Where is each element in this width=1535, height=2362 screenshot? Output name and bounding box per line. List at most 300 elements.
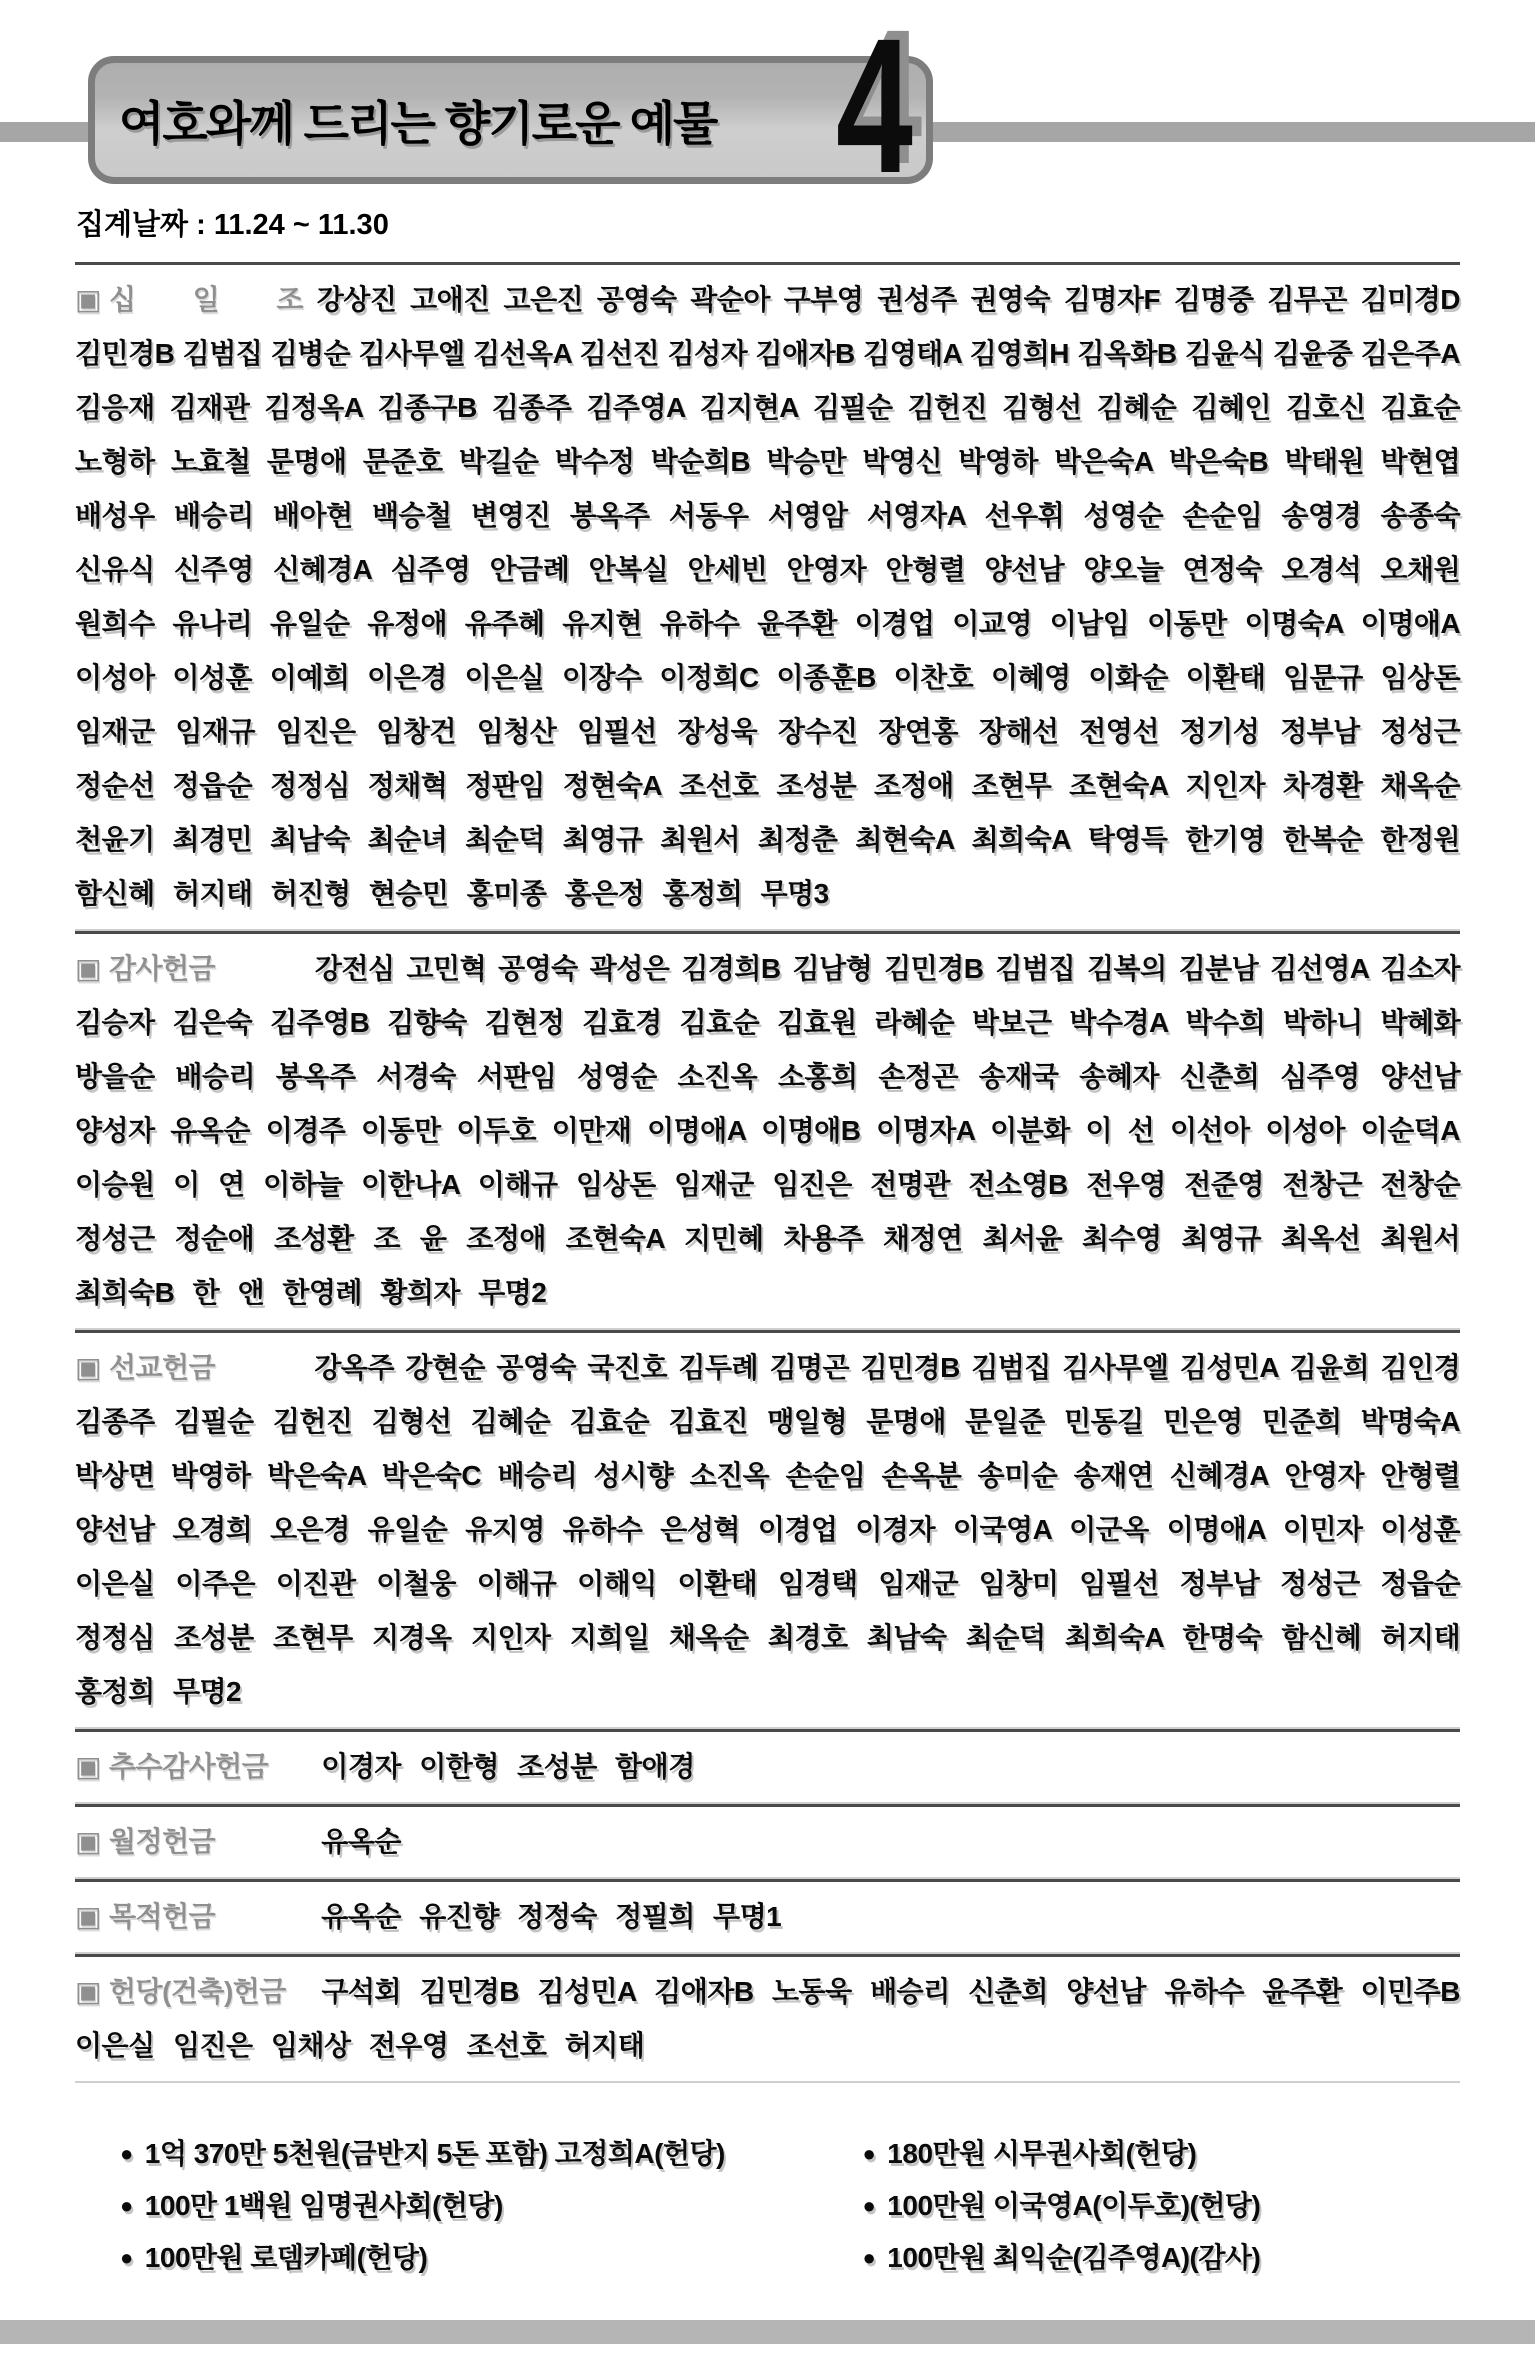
- person-name: 김민경B: [419, 1976, 519, 2007]
- person-name: 지민혜: [683, 1223, 764, 1254]
- person-name: 김범집: [971, 1352, 1051, 1383]
- person-name: 김종주: [75, 1406, 155, 1437]
- person-name: 김형선: [1002, 392, 1082, 423]
- person-name: 이경자: [321, 1751, 401, 1782]
- person-name: 전준영: [1184, 1169, 1264, 1200]
- name-row: [75, 1449, 1460, 1503]
- person-name: 신혜경A: [272, 554, 372, 585]
- person-name: 노형하: [75, 446, 155, 477]
- person-name: 조성분: [517, 1751, 597, 1782]
- person-name: 무명1: [713, 1901, 782, 1932]
- person-name: 권성주: [877, 284, 957, 315]
- person-name: 김인경: [1380, 1352, 1461, 1383]
- person-name: 유옥순: [170, 1115, 250, 1146]
- person-name: 이순덕A: [1360, 1115, 1461, 1146]
- person-name: 김사무엘: [1062, 1352, 1169, 1383]
- name-row: [75, 597, 1460, 651]
- section-marker-icon: ▣: [75, 1751, 101, 1782]
- person-name: 임문규: [1283, 662, 1363, 693]
- person-name: 소진옥: [689, 1460, 770, 1491]
- person-name: 강전심: [314, 953, 395, 984]
- person-name: 정성근: [1280, 1568, 1360, 1599]
- person-name: 김윤희: [1289, 1352, 1370, 1383]
- person-name: 전창순: [1380, 1169, 1461, 1200]
- person-name: 차경환: [1282, 770, 1363, 801]
- person-name: 김필순: [812, 392, 893, 423]
- person-name: 이선아: [1169, 1115, 1250, 1146]
- person-name: 홍미종: [466, 878, 547, 909]
- person-name: 이종훈B: [776, 662, 876, 693]
- special-offering-notes: [75, 2128, 1460, 2284]
- person-name: 손정곤: [878, 1061, 959, 1092]
- person-name: 지희일: [569, 1622, 650, 1653]
- bullet-icon: ●: [120, 2245, 133, 2270]
- person-name: 이해규: [476, 1568, 557, 1599]
- person-name: 최서윤: [982, 1223, 1063, 1254]
- person-name: 최희숙A: [971, 824, 1070, 855]
- person-name: 박영신: [862, 446, 942, 477]
- notes-column-left: [75, 2128, 768, 2284]
- person-name: 이한형: [419, 1751, 499, 1782]
- person-name: 은성혁: [660, 1514, 740, 1545]
- person-name: 이승원: [75, 1169, 155, 1200]
- person-name: 무명2: [478, 1277, 547, 1308]
- person-name: 김민경B: [884, 953, 984, 984]
- person-name: 이주은: [175, 1568, 256, 1599]
- person-name: 안형렬: [1380, 1460, 1461, 1491]
- person-name: 허지태: [1380, 1622, 1461, 1653]
- person-name: 최희숙B: [75, 1277, 175, 1308]
- person-name: 정성근: [1380, 716, 1461, 747]
- person-name: 정읍순: [172, 770, 253, 801]
- person-name: 전영선: [1079, 716, 1159, 747]
- person-name: 김주영B: [269, 1007, 370, 1038]
- person-name: 최순녀: [367, 824, 448, 855]
- person-name: 무명3: [760, 878, 829, 909]
- person-name: 송재연: [1073, 1460, 1154, 1491]
- bullet-icon: ●: [120, 2193, 133, 2218]
- person-name: 이성훈: [172, 662, 253, 693]
- person-name: 이경업: [757, 1514, 838, 1545]
- person-name: 최경호: [767, 1622, 848, 1653]
- person-name: 김효원: [777, 1007, 857, 1038]
- person-name: 천윤기: [75, 824, 155, 855]
- person-name: 김혜순: [1096, 392, 1177, 423]
- person-name: 최영규: [562, 824, 643, 855]
- person-name: 양오늘: [1083, 554, 1164, 585]
- person-name: 유지현: [562, 608, 642, 639]
- person-name: 최희숙A: [1064, 1622, 1164, 1653]
- person-name: 정정심: [75, 1622, 155, 1653]
- person-name: 송종숙: [1380, 500, 1461, 531]
- person-name: 박태원: [1284, 446, 1365, 477]
- title-box: [88, 56, 933, 184]
- person-name: 서판임: [476, 1061, 557, 1092]
- person-name: 임재군: [75, 716, 155, 747]
- person-name: 배승리: [870, 1976, 950, 2007]
- person-name: 김선진: [579, 338, 660, 369]
- person-name: 고애진: [410, 284, 490, 315]
- section-header-building: [75, 1965, 303, 2019]
- section-marker-icon: ▣: [75, 284, 101, 315]
- section-header-purpose: [75, 1890, 303, 1944]
- name-row: [75, 1890, 1460, 1944]
- person-name: 박상면: [75, 1460, 155, 1491]
- name-row: [75, 435, 1460, 489]
- person-name: 이명애A: [1360, 608, 1461, 639]
- person-name: 박현엽: [1380, 446, 1461, 477]
- person-name: 유진향: [419, 1901, 499, 1932]
- name-row: [75, 1611, 1460, 1665]
- person-name: 이화순: [1088, 662, 1168, 693]
- person-name: 민은영: [1162, 1406, 1243, 1437]
- person-name: 김재관: [169, 392, 250, 423]
- person-name: 조선호: [678, 770, 759, 801]
- person-name: 이만재: [551, 1115, 632, 1146]
- person-name: 송영경: [1281, 500, 1362, 531]
- note-line: [863, 2232, 1461, 2284]
- person-name: 전우영: [368, 2030, 449, 2061]
- person-name: 박은숙A: [1054, 446, 1153, 477]
- person-name: 조정애: [466, 1223, 546, 1254]
- name-row: [75, 1395, 1460, 1449]
- person-name: 유나리: [172, 608, 253, 639]
- page-title: 여호와께 드리는 향기로운 예물: [119, 96, 717, 150]
- person-name: 서경숙: [376, 1061, 456, 1092]
- person-name: 맹일형: [767, 1406, 847, 1437]
- note-text: 100만원 최익순(김주영A)(감사): [887, 2242, 1261, 2273]
- person-name: 최남숙: [270, 824, 350, 855]
- name-row: [75, 1965, 1460, 2019]
- person-name: 공영숙: [496, 1352, 577, 1383]
- person-name: 차용주: [783, 1223, 864, 1254]
- person-name: 연정숙: [1182, 554, 1263, 585]
- person-name: 김응재: [75, 392, 155, 423]
- section-header-thanksgiving: [75, 942, 303, 996]
- note-line: [120, 2232, 768, 2284]
- person-name: 임필선: [1079, 1568, 1159, 1599]
- person-name: 이장수: [561, 662, 642, 693]
- person-name: 유옥순: [321, 1901, 401, 1932]
- person-name: 변영진: [470, 500, 551, 531]
- person-name: 김두례: [678, 1352, 759, 1383]
- person-name: 최수영: [1081, 1223, 1162, 1254]
- person-name: 이은실: [464, 662, 545, 693]
- person-name: 이국영A: [952, 1514, 1052, 1545]
- bullet-icon: ●: [862, 2141, 876, 2166]
- person-name: 조현무: [971, 770, 1052, 801]
- person-name: 김명중: [1173, 284, 1254, 315]
- person-name: 김효순: [569, 1406, 650, 1437]
- section-header-monthly: [75, 1815, 303, 1869]
- sections: [75, 262, 1460, 2284]
- person-name: 배성우: [75, 500, 155, 531]
- person-name: 한 앤: [192, 1277, 265, 1308]
- person-name: 채옥순: [668, 1622, 749, 1653]
- person-name: 장수진: [777, 716, 858, 747]
- person-name: 조 윤: [373, 1223, 447, 1254]
- name-row: [75, 273, 1460, 327]
- person-name: 조성분: [173, 1622, 254, 1653]
- section-header-tithe: [75, 273, 303, 327]
- person-name: 오경석: [1281, 554, 1362, 585]
- person-name: 구석회: [321, 1976, 402, 2007]
- name-row: [75, 1815, 1460, 1869]
- person-name: 신혜경A: [1169, 1460, 1269, 1491]
- person-name: 양선남: [1066, 1976, 1146, 2007]
- section-marker-icon: ▣: [75, 953, 101, 984]
- person-name: 이명애A: [647, 1115, 746, 1146]
- person-name: 김남형: [792, 953, 873, 984]
- person-name: 이경업: [854, 608, 935, 639]
- person-name: 김민경B: [860, 1352, 960, 1383]
- person-name: 김현정: [484, 1007, 565, 1038]
- section-monthly: [75, 1804, 1460, 1879]
- bullet-icon: ●: [862, 2193, 876, 2218]
- name-row: [75, 1557, 1460, 1611]
- person-name: 박명숙A: [1360, 1406, 1461, 1437]
- person-name: 무명2: [172, 1676, 242, 1707]
- person-name: 유옥순: [321, 1826, 401, 1857]
- person-name: 손순임: [1182, 500, 1263, 531]
- person-name: 윤주환: [1262, 1976, 1343, 2007]
- person-name: 김민경B: [75, 338, 175, 369]
- person-name: 이예희: [269, 662, 350, 693]
- person-name: 허진형: [270, 878, 351, 909]
- person-name: 송재국: [978, 1061, 1059, 1092]
- person-name: 장해선: [978, 716, 1059, 747]
- person-name: 최영규: [1181, 1223, 1262, 1254]
- person-name: 김승자: [75, 1007, 155, 1038]
- person-name: 송미순: [977, 1460, 1058, 1491]
- person-name: 문명애: [266, 446, 347, 477]
- person-name: 이해규: [477, 1169, 558, 1200]
- person-name: 신춘희: [968, 1976, 1048, 2007]
- person-name: 박승만: [766, 446, 847, 477]
- section-marker-icon: ▣: [75, 1901, 101, 1932]
- person-name: 정현숙A: [562, 770, 662, 801]
- person-name: 정순선: [75, 770, 155, 801]
- person-name: 김선옥A: [472, 338, 572, 369]
- person-name: 김효순: [679, 1007, 760, 1038]
- person-name: 임진은: [772, 1169, 852, 1200]
- person-name: 권영숙: [970, 284, 1051, 315]
- section-harvest-thanksgiving: [75, 1729, 1460, 1804]
- person-name: 임상돈: [1380, 662, 1461, 693]
- person-name: 최정춘: [757, 824, 838, 855]
- person-name: 이민자: [1282, 1514, 1363, 1545]
- person-name: 공영숙: [596, 284, 677, 315]
- person-name: 박은숙B: [1168, 446, 1269, 477]
- person-name: 신춘희: [1179, 1061, 1260, 1092]
- bullet-icon: ●: [120, 2141, 133, 2166]
- person-name: 최옥선: [1280, 1223, 1361, 1254]
- person-name: 이두호: [456, 1115, 537, 1146]
- note-line: [863, 2128, 1461, 2180]
- person-name: 이혜영: [990, 662, 1071, 693]
- name-row: [75, 381, 1460, 435]
- person-name: 서영암: [767, 500, 848, 531]
- person-name: 양선남: [1380, 1061, 1461, 1092]
- person-name: 선우휘: [984, 500, 1065, 531]
- person-name: 김소자: [1380, 953, 1461, 984]
- name-row: [75, 1740, 1460, 1794]
- person-name: 강상진: [316, 284, 397, 315]
- person-name: 손옥분: [881, 1460, 962, 1491]
- person-name: 김종주: [491, 392, 572, 423]
- person-name: 김윤식: [1184, 338, 1265, 369]
- person-name: 홍은정: [564, 878, 645, 909]
- person-name: 김효순: [1380, 392, 1461, 423]
- person-name: 한복순: [1282, 824, 1363, 855]
- person-name: 유하수: [562, 1514, 643, 1545]
- person-name: 김영희H: [969, 338, 1069, 369]
- person-name: 손순임: [785, 1460, 866, 1491]
- section-marker-icon: ▣: [75, 1976, 101, 2007]
- person-name: 조현숙A: [1069, 770, 1168, 801]
- person-name: 라혜순: [874, 1007, 955, 1038]
- person-name: 배승리: [175, 1061, 256, 1092]
- person-name: 조선호: [466, 2030, 547, 2061]
- person-name: 김명자F: [1063, 284, 1161, 315]
- person-name: 정정숙: [517, 1901, 597, 1932]
- person-name: 임청산: [476, 716, 557, 747]
- section-label: 십 일 조: [108, 284, 303, 315]
- person-name: 오은경: [270, 1514, 350, 1545]
- person-name: 김지현A: [699, 392, 798, 423]
- person-name: 한명숙: [1182, 1622, 1263, 1653]
- person-name: 임창미: [978, 1568, 1059, 1599]
- person-name: 전우영: [1086, 1169, 1166, 1200]
- person-name: 김병순: [270, 338, 351, 369]
- person-name: 김옥화B: [1077, 338, 1177, 369]
- person-name: 문명애: [866, 1406, 946, 1437]
- note-text: 100만 1백원 임명권사회(헌당): [144, 2190, 503, 2221]
- name-row: [75, 1266, 1460, 1320]
- bullet-icon: ●: [862, 2245, 876, 2270]
- person-name: 조성환: [274, 1223, 354, 1254]
- name-row: [75, 1341, 1460, 1395]
- section-label: 선교헌금: [108, 1352, 216, 1383]
- person-name: 장성욱: [677, 716, 758, 747]
- person-name: 문일준: [965, 1406, 1045, 1437]
- section-thanksgiving: [75, 931, 1460, 1330]
- person-name: 김효경: [582, 1007, 662, 1038]
- section-label: 감사헌금: [108, 953, 216, 984]
- person-name: 이 연: [173, 1169, 245, 1200]
- person-name: 허지태: [172, 878, 253, 909]
- person-name: 양선남: [984, 554, 1065, 585]
- person-name: 함신혜: [75, 878, 155, 909]
- person-name: 곽순아: [690, 284, 770, 315]
- section-marker-icon: ▣: [75, 1352, 101, 1383]
- name-row: [75, 1503, 1460, 1557]
- person-name: 현승민: [368, 878, 449, 909]
- person-name: 성영순: [1083, 500, 1164, 531]
- person-name: 서동우: [668, 500, 749, 531]
- person-name: 이한나A: [361, 1169, 460, 1200]
- person-name: 심주영: [1280, 1061, 1360, 1092]
- person-name: 박길순: [458, 446, 539, 477]
- person-name: 함신혜: [1281, 1622, 1362, 1653]
- person-name: 이은실: [75, 2030, 155, 2061]
- person-name: 성시향: [593, 1460, 674, 1491]
- person-name: 이은실: [75, 1568, 155, 1599]
- person-name: 이철웅: [376, 1568, 456, 1599]
- name-row: [75, 1104, 1460, 1158]
- person-name: 박수희: [1185, 1007, 1266, 1038]
- name-row: [75, 759, 1460, 813]
- person-name: 탁영득: [1087, 824, 1168, 855]
- person-name: 임창건: [376, 716, 456, 747]
- person-name: 이성훈: [1380, 1514, 1461, 1545]
- person-name: 박수경A: [1069, 1007, 1168, 1038]
- person-name: 소진옥: [677, 1061, 758, 1092]
- person-name: 국진호: [587, 1352, 668, 1383]
- person-name: 김호신: [1285, 392, 1366, 423]
- person-name: 김분남: [1178, 953, 1259, 984]
- name-row: [75, 651, 1460, 705]
- person-name: 조현무: [272, 1622, 353, 1653]
- person-name: 봉옥주: [275, 1061, 356, 1092]
- person-name: 김범집: [995, 953, 1076, 984]
- person-name: 양성자: [75, 1115, 155, 1146]
- section-tithe: [75, 262, 1460, 931]
- section-mission: [75, 1330, 1460, 1729]
- person-name: 김성민A: [1179, 1352, 1279, 1383]
- person-name: 최원서: [1380, 1223, 1461, 1254]
- person-name: 최순덕: [965, 1622, 1046, 1653]
- person-name: 이군옥: [1069, 1514, 1149, 1545]
- person-name: 박영하: [171, 1460, 251, 1491]
- person-name: 김정옥A: [264, 392, 363, 423]
- person-name: 정필희: [615, 1901, 695, 1932]
- name-row: [75, 1158, 1460, 1212]
- person-name: 소홍희: [777, 1061, 858, 1092]
- person-name: 전소영B: [968, 1169, 1068, 1200]
- person-name: 유지영: [465, 1514, 545, 1545]
- person-name: 김경희B: [681, 953, 781, 984]
- person-name: 이성아: [75, 662, 155, 693]
- person-name: 김윤중: [1272, 338, 1353, 369]
- person-name: 백승철: [371, 500, 452, 531]
- person-name: 이진관: [275, 1568, 356, 1599]
- person-name: 안세빈: [687, 554, 768, 585]
- name-row: [75, 996, 1460, 1050]
- person-name: 이찬호: [893, 662, 974, 693]
- note-text: 100만원 로뎀카페(헌당): [144, 2242, 428, 2273]
- note-text: 180만원 시무권사회(헌당): [887, 2138, 1197, 2169]
- person-name: 배아현: [272, 500, 353, 531]
- name-row: [75, 705, 1460, 759]
- person-name: 송혜자: [1079, 1061, 1159, 1092]
- person-name: 허지태: [564, 2030, 645, 2061]
- person-name: 유주혜: [464, 608, 545, 639]
- person-name: 문준호: [362, 446, 443, 477]
- person-name: 이정희C: [659, 662, 759, 693]
- person-name: 정부남: [1179, 1568, 1260, 1599]
- person-name: 임재군: [674, 1169, 754, 1200]
- person-name: 봉옥주: [569, 500, 650, 531]
- person-name: 안금례: [489, 554, 570, 585]
- person-name: 임채상: [270, 2030, 351, 2061]
- person-name: 안형렬: [885, 554, 966, 585]
- name-row: [75, 489, 1460, 543]
- person-name: 김주영A: [586, 392, 685, 423]
- person-name: 이은경: [367, 662, 447, 693]
- person-name: 정채혁: [367, 770, 448, 801]
- person-name: 김헌진: [907, 392, 988, 423]
